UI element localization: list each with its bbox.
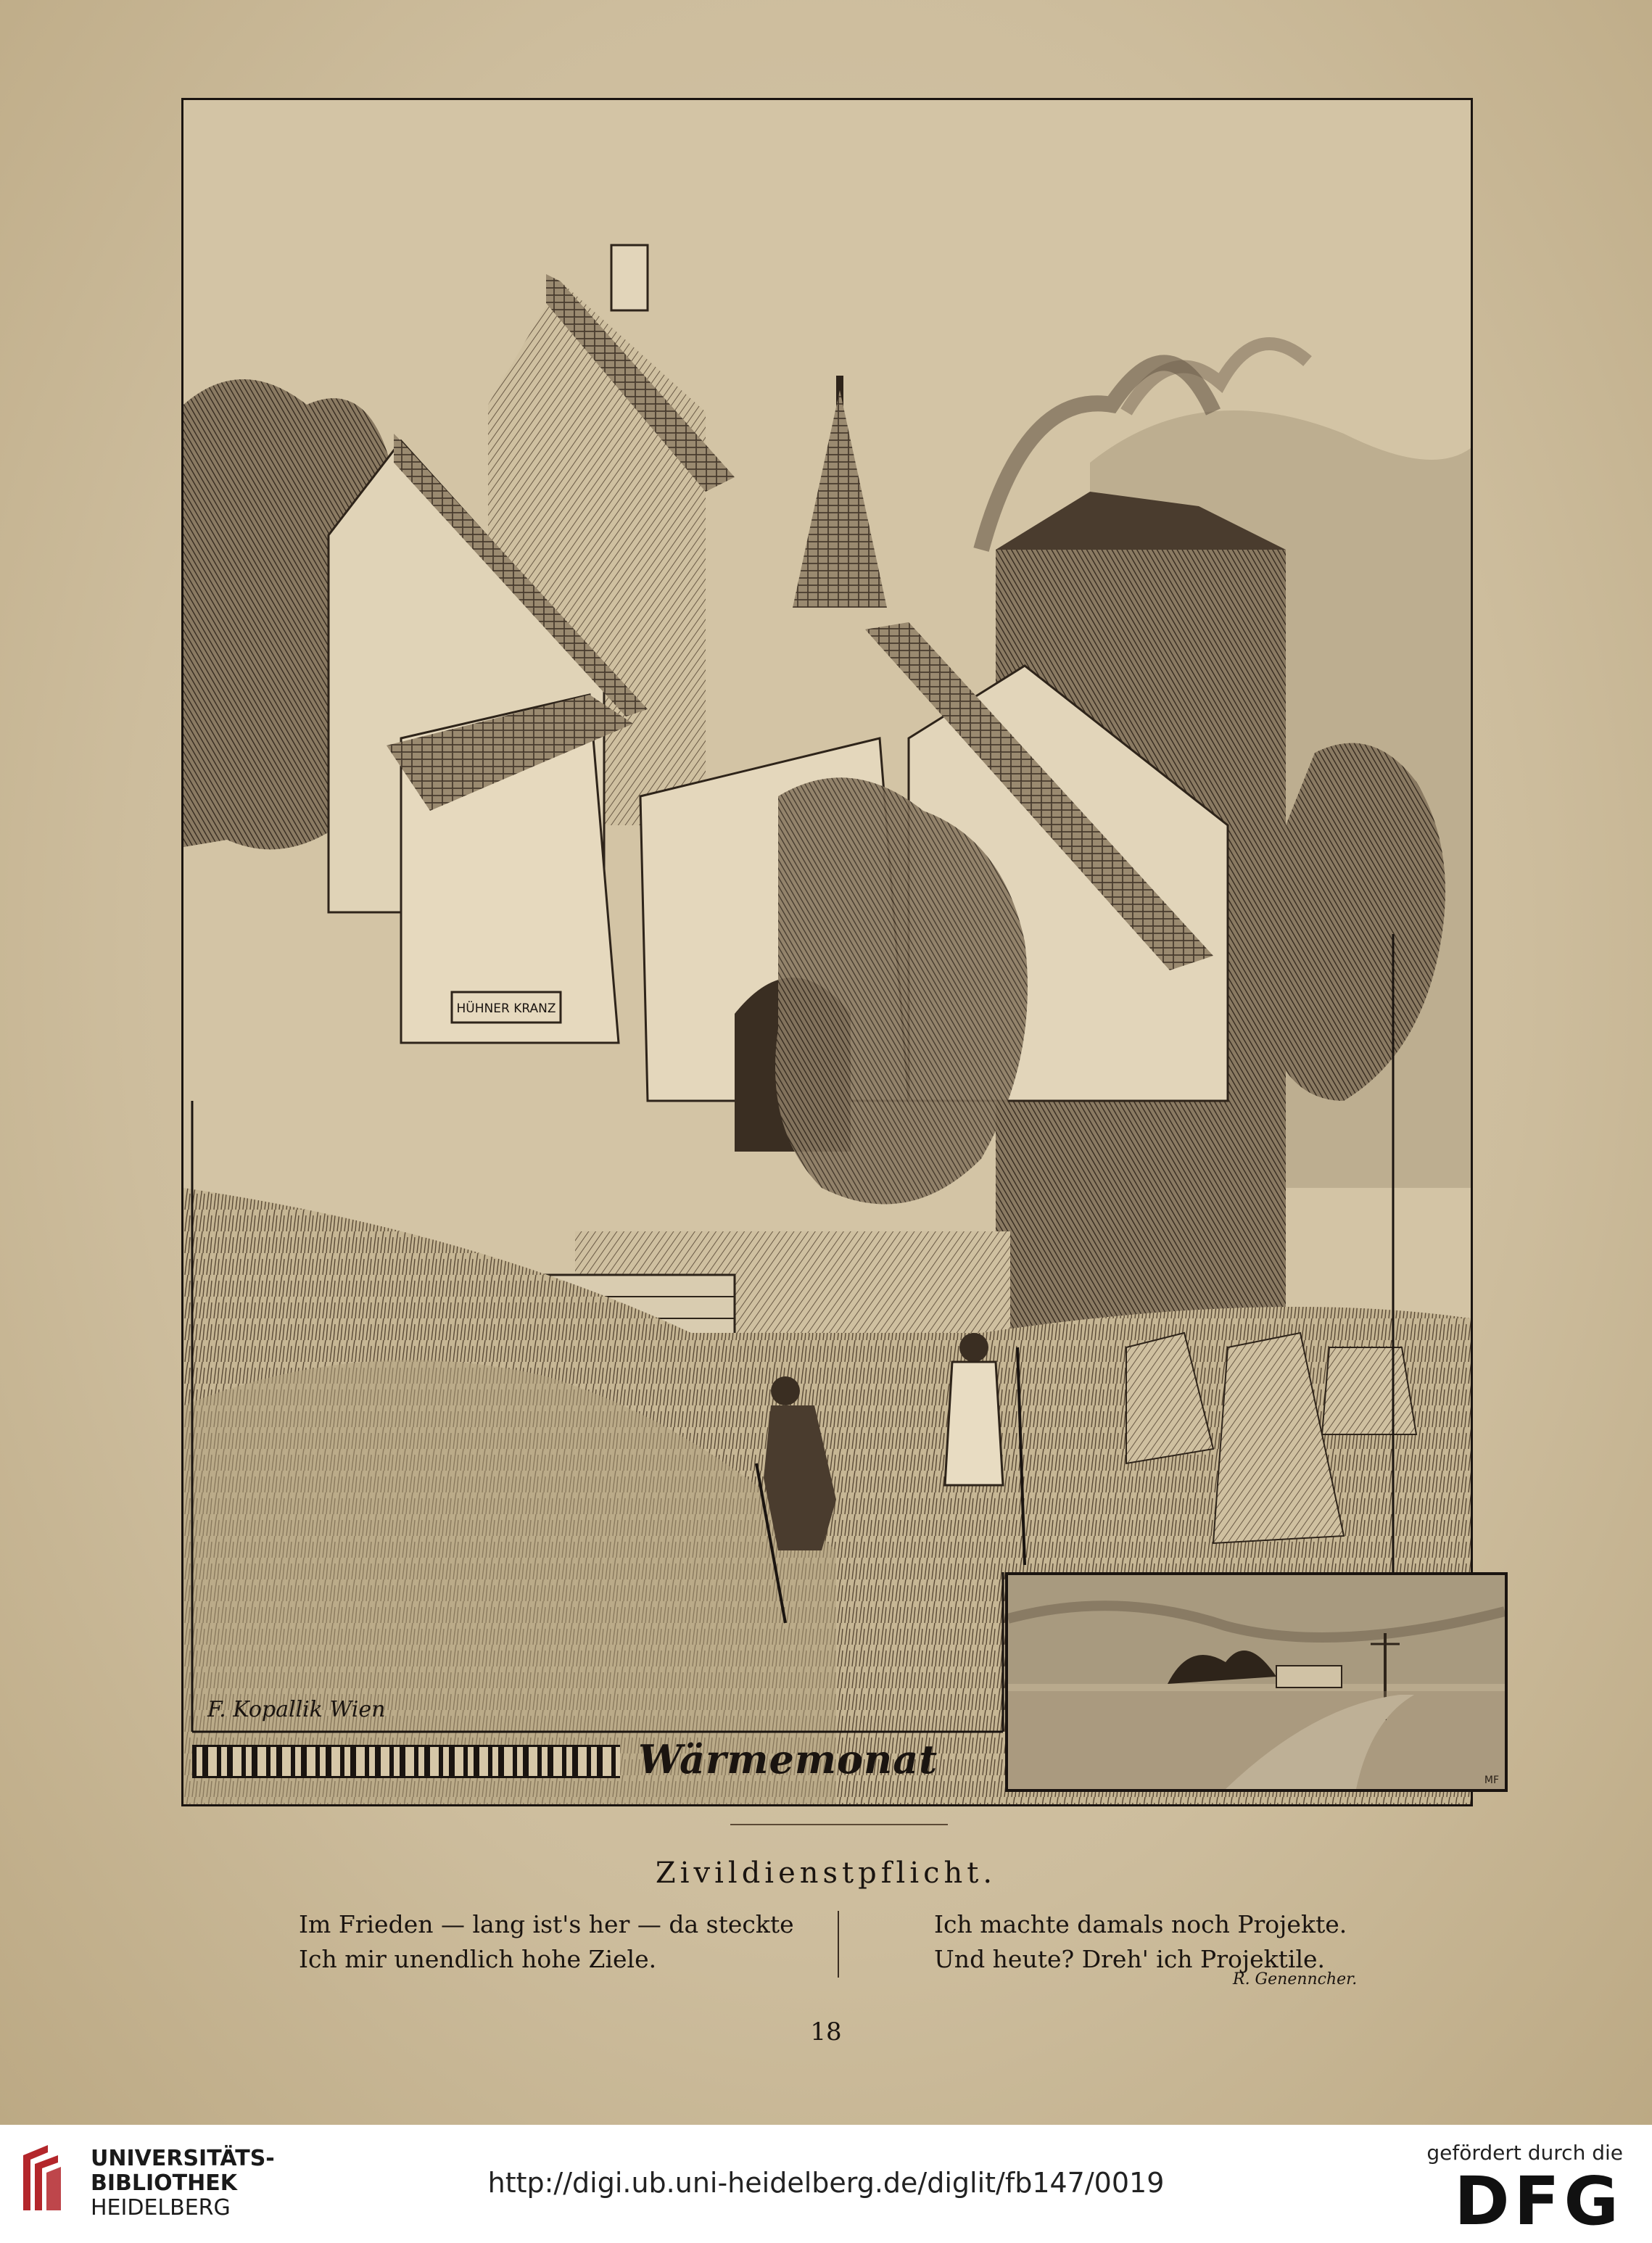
poem-line: Ich mir unendlich hohe Ziele. (299, 1945, 657, 1973)
digitization-footer (0, 2125, 1652, 2243)
road-landscape-drawing (1008, 1575, 1505, 1789)
engraving-illustration (181, 98, 1473, 1806)
poem-line: Im Frieden — lang ist's her — da steckte (299, 1910, 794, 1938)
ornamental-frieze (192, 1745, 620, 1778)
illustration-title: Wärmemonat (638, 1736, 938, 1783)
poem-line: Ich machte damals noch Projekte. (934, 1910, 1347, 1938)
poem-title: Zivildienstpflicht. (655, 1856, 997, 1890)
institution-line: HEIDELBERG (91, 2195, 231, 2221)
poem-left-column (299, 1907, 794, 1977)
village-scene-drawing (183, 100, 1471, 1804)
poem-line: Und heute? Dreh' ich Projektile. (934, 1945, 1326, 1973)
dfg-logo: DFG (1454, 2163, 1623, 2240)
separator-rule (730, 1824, 948, 1825)
poem-right-column (934, 1907, 1347, 1977)
column-divider (838, 1911, 839, 1978)
institution-line: BIBLIOTHEK (91, 2170, 237, 2196)
illustration-title-band (185, 1736, 1003, 1783)
funding-label: gefördert durch die (1426, 2141, 1623, 2165)
inset-monogram: MF (1484, 1775, 1499, 1786)
poem-author: R. Genenncher. (1233, 1970, 1358, 1988)
artist-signature: F. Kopallik Wien (207, 1697, 386, 1722)
institution-line: UNIVERSITÄTS- (91, 2146, 275, 2171)
inset-landscape-vignette (1005, 1572, 1508, 1792)
inn-sign: HÜHNER KRANZ (456, 1001, 556, 1016)
page-number: 18 (810, 2017, 842, 2046)
permalink-url[interactable]: http://digi.ub.uni-heidelberg.de/diglit/fb147/0019 (487, 2167, 1165, 2199)
